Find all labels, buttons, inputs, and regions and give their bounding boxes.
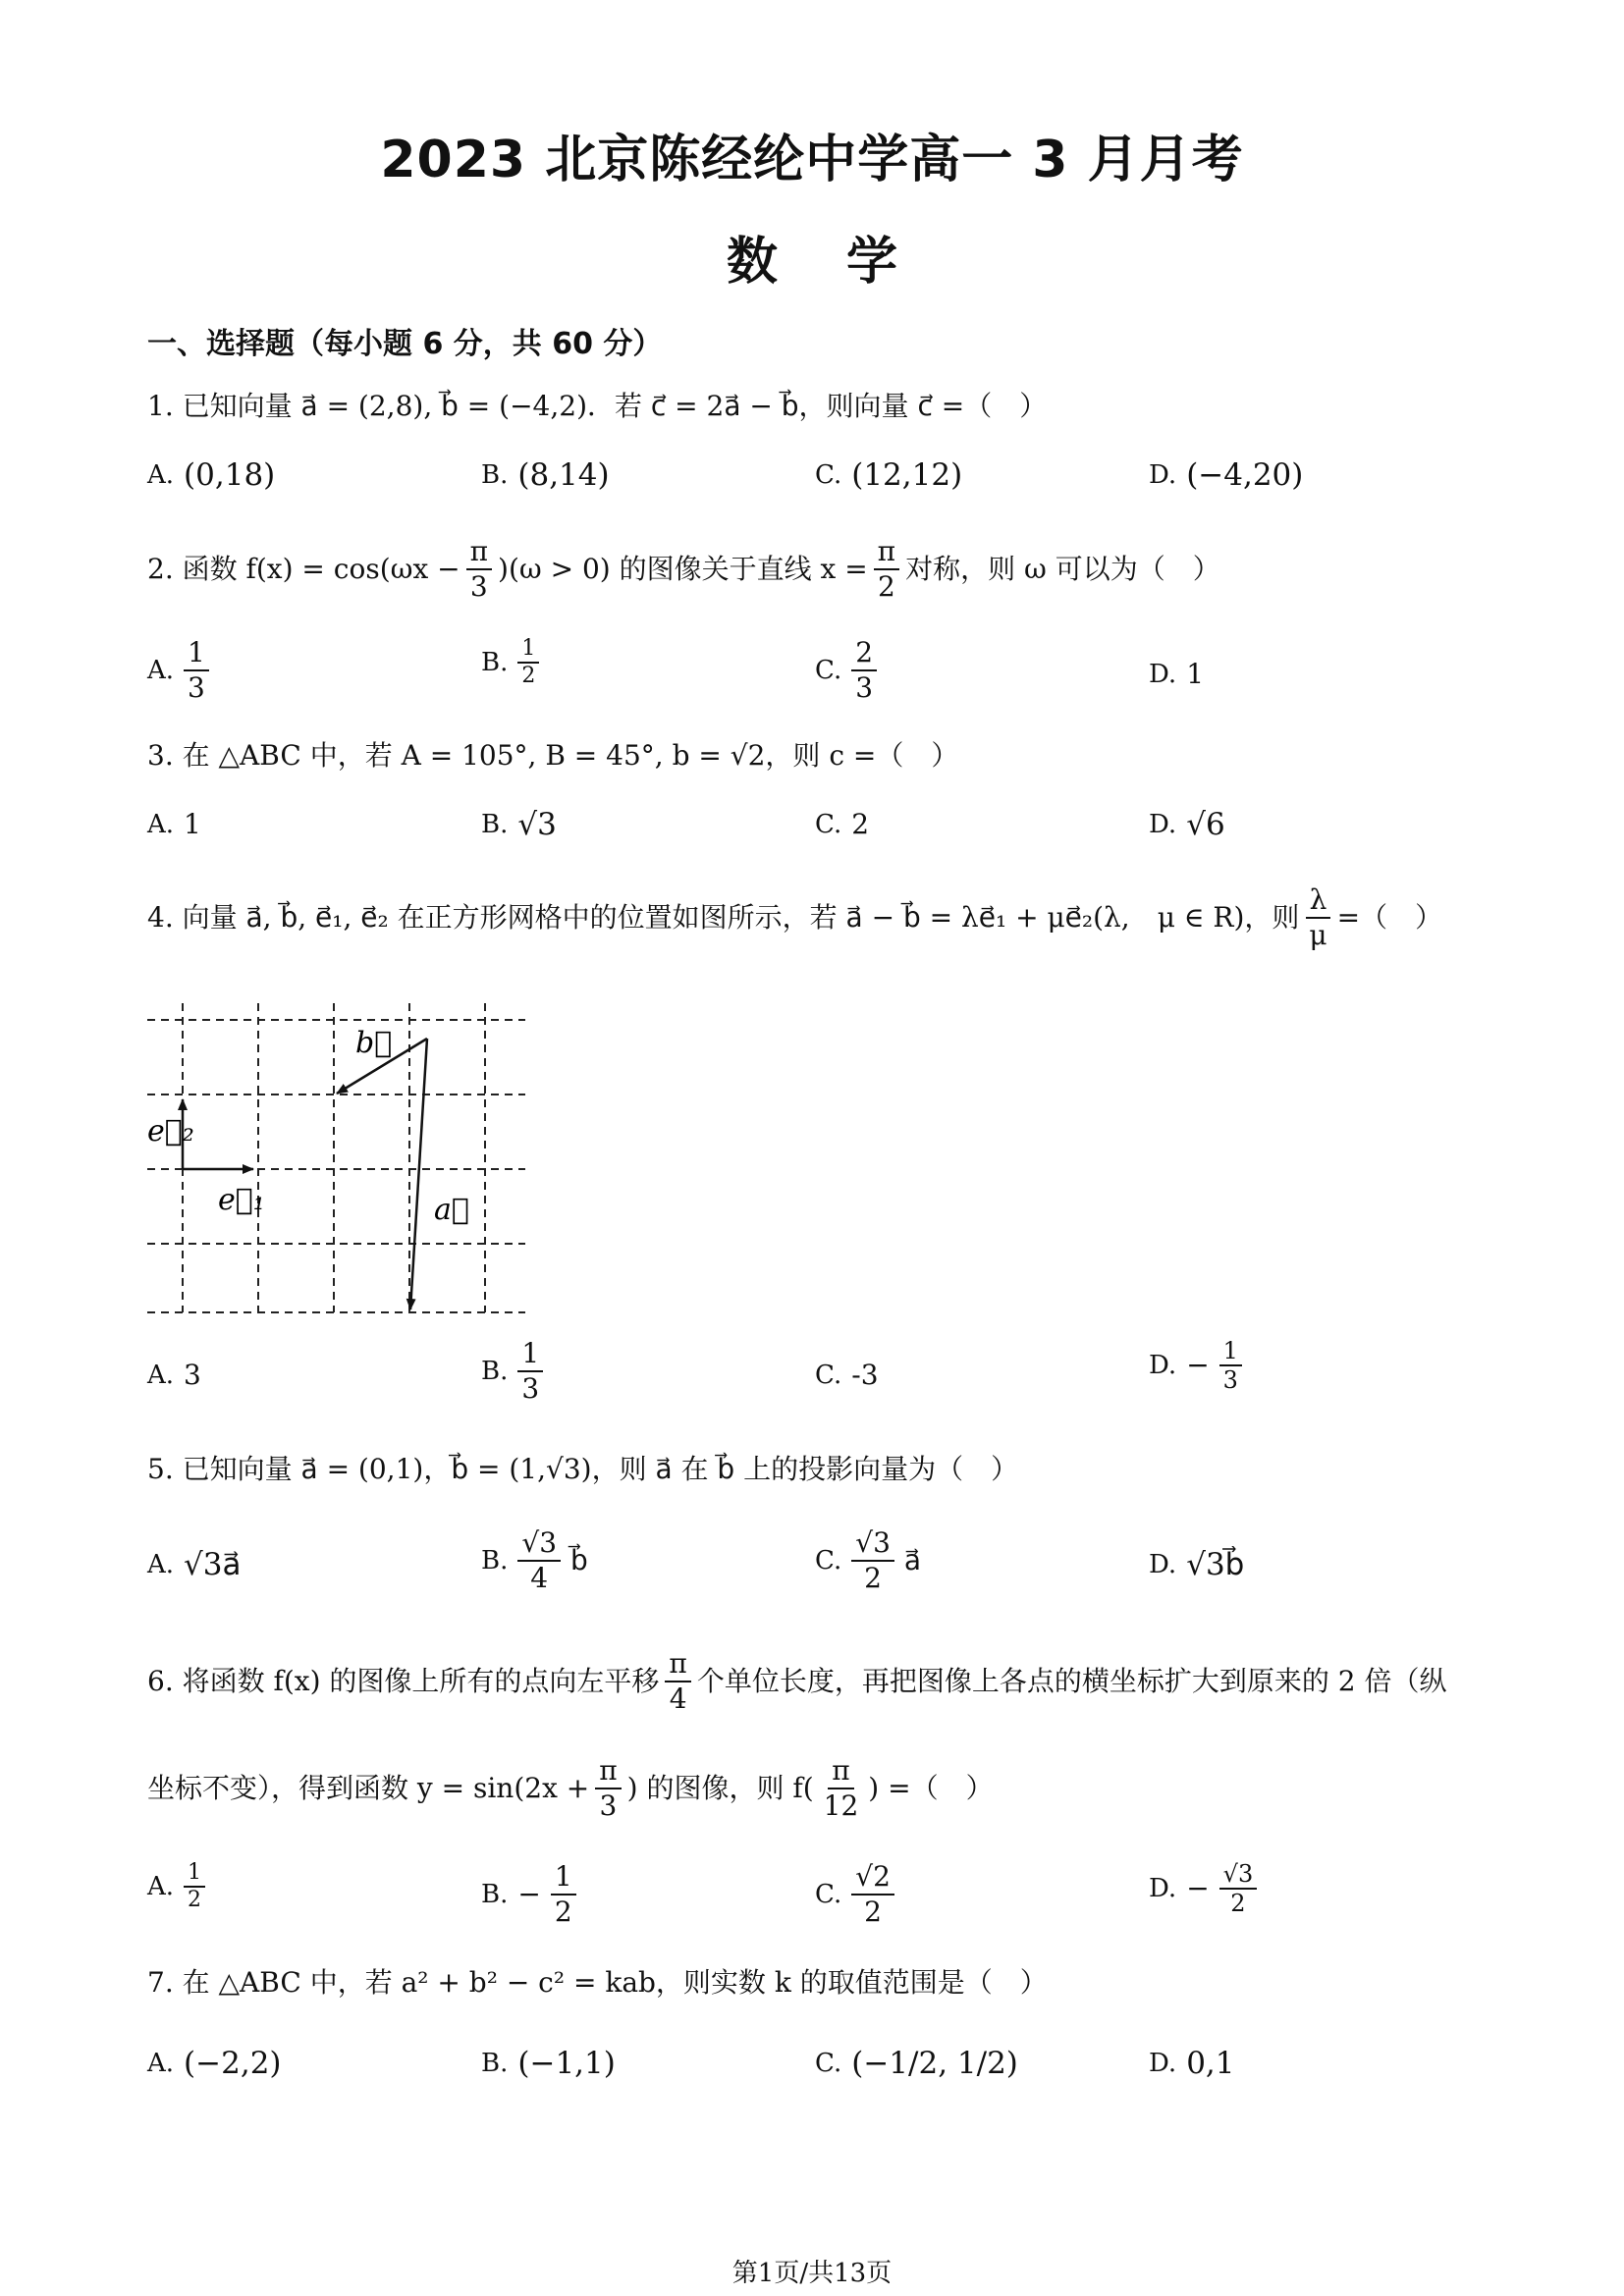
option-b: B. $\frac{√3}{4}$ b⃗ bbox=[481, 1526, 588, 1594]
subject-title: 数学 bbox=[726, 233, 966, 292]
option-a: A. 3 bbox=[147, 1359, 201, 1391]
question-6-stem-line1: 6. 将函数 f(x) 的图像上所有的点向左平移 $\frac{\pi}{4}$ 个单位长度，再把图像上各点的横坐标扩大到原来的 2 倍（纵 bbox=[147, 1647, 1447, 1715]
option-d: D. − $\frac{√3}{2}$ bbox=[1149, 1860, 1257, 1917]
option-b: B. √3 bbox=[481, 807, 557, 842]
option-c: C. (12,12) bbox=[815, 457, 963, 493]
question-3-options bbox=[147, 803, 1492, 881]
vector-grid-figure bbox=[147, 993, 540, 1317]
option-c: C. 2 bbox=[815, 808, 870, 840]
question-1-options bbox=[147, 454, 1492, 532]
option-c: C. -3 bbox=[815, 1359, 879, 1391]
question-6-stem-line2: 坐标不变），得到函数 y = sin(2x + $\frac{\pi}{3}$ ) 的图像，则 f( $\frac{\pi}{12}$ ) =（ ） bbox=[147, 1754, 994, 1822]
option-a: A. 1 bbox=[147, 808, 201, 840]
question-4-stem: 4. 向量 a⃗, b⃗, e⃗₁, e⃗₂ 在正方形网格中的位置如图所示，若 a⃗ − b⃗ = λe⃗₁ + μe⃗₂(λ, μ ∈ R)，则 $\frac{\lambda}{\mu}$ =（ ） bbox=[147, 883, 1443, 951]
question-7-options bbox=[147, 2042, 1492, 2120]
option-d: D. 1 bbox=[1149, 658, 1205, 690]
question-4-options bbox=[147, 1337, 1492, 1415]
fraction: $\frac{\pi}{4}$ bbox=[665, 1647, 690, 1716]
section-heading: 一、选择题（每小题 6 分，共 60 分） bbox=[147, 327, 663, 361]
question-6-options bbox=[147, 1860, 1492, 1939]
option-c: C. (−1/2, 1/2) bbox=[815, 2046, 1018, 2081]
page-footer: 第1页/共13页 bbox=[731, 2259, 893, 2288]
option-b: B. $\frac{1}{2}$ bbox=[481, 636, 539, 689]
question-5-stem: 5. 已知向量 a⃗ = (0,1)，b⃗ = (1,√3)，则 a⃗ 在 b⃗ 上的投影向量为（ ） bbox=[147, 1453, 1019, 1485]
option-b: B. (8,14) bbox=[481, 457, 610, 493]
fraction: $\frac{\pi}{3}$ bbox=[466, 535, 492, 604]
option-c: C. $\frac{2}{3}$ bbox=[815, 636, 877, 705]
option-d: D. − $\frac{1}{3}$ bbox=[1149, 1337, 1242, 1394]
grid-lines bbox=[147, 1003, 525, 1312]
option-a: A. $\frac{1}{2}$ bbox=[147, 1860, 205, 1913]
question-5-options bbox=[147, 1526, 1492, 1605]
question-2-options bbox=[147, 636, 1492, 715]
label-b: b⃗ bbox=[355, 1026, 393, 1060]
option-a: A. (−2,2) bbox=[147, 2046, 282, 2081]
label-a: a⃗ bbox=[434, 1193, 469, 1227]
question-3-stem: 3. 在 △ABC 中，若 A = 105°, B = 45°, b = √2，则 c =（ ） bbox=[147, 739, 959, 772]
option-d: D. 0,1 bbox=[1149, 2046, 1235, 2081]
option-b: B. (−1,1) bbox=[481, 2046, 616, 2081]
question-2-stem: 2. 函数 f(x) = cos(ωx − $\frac{\pi}{3}$ )(ω > 0) 的图像关于直线 x = $\frac{\pi}{2}$ 对称，则 ω 可以为（ ） bbox=[147, 535, 1220, 603]
vector-a bbox=[410, 1039, 427, 1309]
exam-title: 2023 北京陈经纶中学高一 3 月月考 bbox=[380, 131, 1244, 189]
question-1-stem: 1. 已知向量 a⃗ = (2,8), b⃗ = (−4,2)．若 c⃗ = 2a⃗ − b⃗，则向量 c⃗ =（ ） bbox=[147, 390, 1048, 422]
option-c: C. $\frac{√2}{2}$ bbox=[815, 1860, 894, 1929]
option-d: D. √6 bbox=[1149, 807, 1225, 842]
fraction: $\frac{\lambda}{\mu}$ bbox=[1305, 883, 1330, 952]
option-d: D. (−4,20) bbox=[1149, 457, 1304, 493]
option-b: B. $\frac{1}{3}$ bbox=[481, 1337, 543, 1406]
fraction: $\frac{\pi}{2}$ bbox=[874, 535, 899, 604]
option-c: C. $\frac{√3}{2}$ a⃗ bbox=[815, 1526, 922, 1594]
fraction: $\frac{\pi}{3}$ bbox=[595, 1754, 621, 1823]
option-b: B. − $\frac{1}{2}$ bbox=[481, 1860, 576, 1929]
question-7-stem: 7. 在 △ABC 中，若 a² + b² − c² = kab，则实数 k 的取值范围是（ ） bbox=[147, 1966, 1048, 1999]
label-e2: e⃗₂ bbox=[147, 1114, 194, 1148]
option-a: A. √3a⃗ bbox=[147, 1547, 242, 1582]
option-a: A. $\frac{1}{3}$ bbox=[147, 636, 209, 705]
label-e1: e⃗₁ bbox=[218, 1183, 265, 1217]
option-a: A. (0,18) bbox=[147, 457, 276, 493]
option-d: D. √3b⃗ bbox=[1149, 1547, 1245, 1582]
fraction: $\frac{\pi}{12}$ bbox=[823, 1754, 859, 1822]
